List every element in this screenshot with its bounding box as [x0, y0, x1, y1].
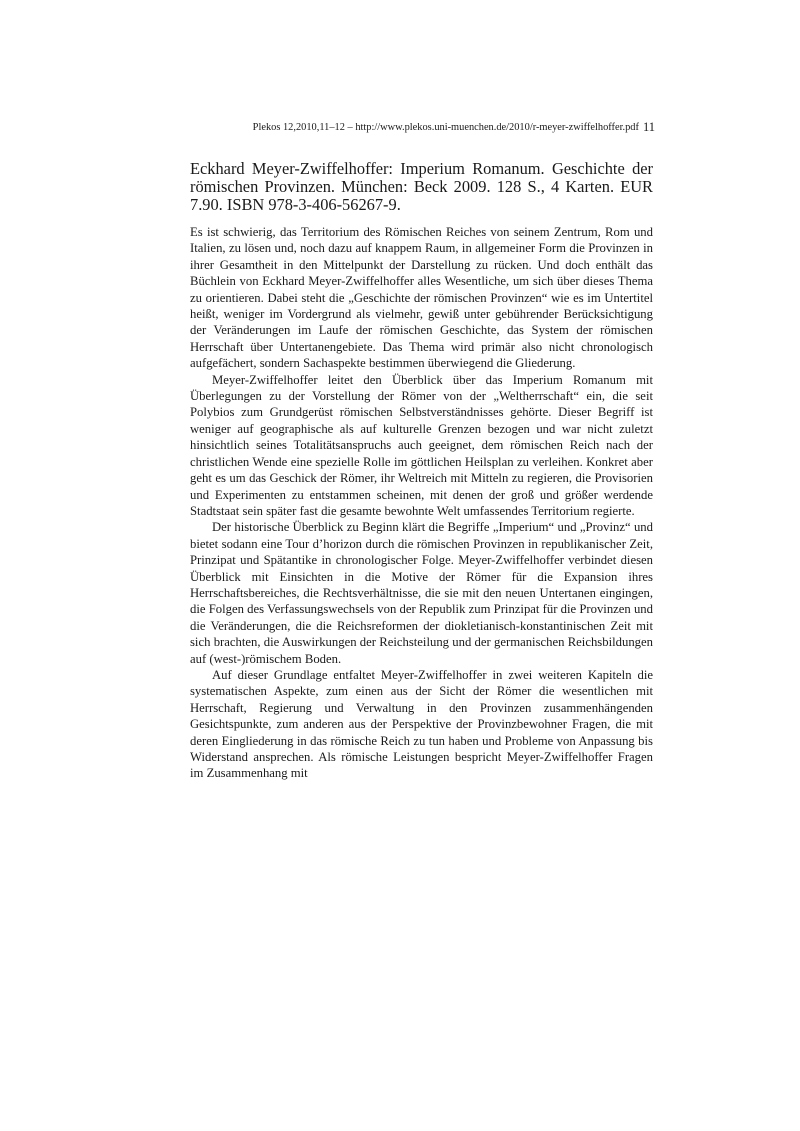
review-title: Eckhard Meyer-Zwiffelhoffer: Imperium Romanum. Geschichte der römischen Provinzen. München: Beck 2009. 128 S., 4 Karten. EUR 7.90. ISBN 978-3-406-56267-9. — [190, 159, 653, 214]
paragraph-2: Meyer-Zwiffelhoffer leitet den Überblick über das Imperium Romanum mit Überlegungen zu der Vorstellung der Römer von der „Weltherrschaft“ ein, die seit Polybios zum Grundgerüst römischen Selbstverständnisses gehörte. Dieser Begriff ist weniger auf geographische als auf kulturelle Grenzen bezogen und war nicht zuletzt hinsichtlich seines Totalitätsanspruchs auch geeignet, dem römischen Reich nach der christlichen Wende eine spezielle Rolle im göttlichen Heilsplan zu verleihen. Konkret aber geht es um das Geschick der Römer, ihr Weltreich mit Mitteln zu regieren, die Provisorien und Experimenten zu entstammen scheinen, mit denen der groß und größer werdende Stadtstaat sein später fast die gesamte bewohnte Welt umfassendes Territorium regierte. — [190, 372, 653, 518]
paragraph-1: Es ist schwierig, das Territorium des Römischen Reiches von seinem Zentrum, Rom und Italien, zu lösen und, noch dazu auf knappem Raum, in allgemeiner Form die Provinzen in ihrer Gesamtheit in den Mittelpunkt der Darstellung zu rücken. Und doch enthält das Büchlein von Eckhard Meyer-Zwiffelhoffer alles Wesentliche, um sich über dieses Thema zu orientieren. Dabei steht die „Geschichte der römischen Provinzen“ wie es im Untertitel heißt, weniger im Vordergrund als vielmehr, gewiß unter gebührender Berücksichtigung der Veränderungen im Laufe der römischen Geschichte, das System der römischen Herrschaft über Untertanengebiete. Das Thema wird primär also nicht chronologisch aufgefächert, sondern Sachaspekte bestimmen überwiegend die Gliederung. — [190, 225, 653, 371]
paragraph-4: Auf dieser Grundlage entfaltet Meyer-Zwiffelhoffer in zwei weiteren Kapiteln die systematischen Aspekte, zum einen aus der Sicht der Römer die wesentlichen mit Herrschaft, Regierung und Verwaltung in den Provinzen zusammenhängenden Gesichtspunkte, zum anderen aus der Perspektive der Provinzbewohner Fragen, die mit deren Eingliederung in das römische Reich zu tun haben und Probleme von Anpassung bis Widerstand ansprechen. Als römische Leistungen bespricht Meyer-Zwiffelhoffer Fragen im Zusammenhang mit — [190, 667, 653, 781]
paragraph-3: Der historische Überblick zu Beginn klärt die Begriffe „Imperium“ und „Provinz“ und bietet sodann eine Tour d’horizon durch die römischen Provinzen in republikanischer Zeit, Prinzipat und Spätantike in chronologischer Folge. Meyer-Zwiffelhoffer verbindet diesen Überblick mit Einsichten in die Motive der Römer für die Expansion ihres Herrschaftsbereiches, die Rechtsverhältnisse, die sie mit den neuen Untertanen eingingen, die Folgen des Verfassungswechsels von der Republik zum Prinzipat für die Provinzen und die Veränderungen, die die Reichsreformen der diokletianisch-konstantinischen Zeit mit sich brachten, die Auswirkungen der Reichsteilung und der germanischen Reichsbildungen auf (west-)römischem Boden. — [190, 520, 653, 666]
review-body — [190, 224, 653, 782]
running-head-citation: Plekos 12,2010,11–12 – http://www.plekos.uni-muenchen.de/2010/r-meyer-zwiffelhoffer.pdf — [252, 122, 639, 133]
page-number: 11 — [642, 120, 655, 134]
running-head — [211, 121, 655, 134]
